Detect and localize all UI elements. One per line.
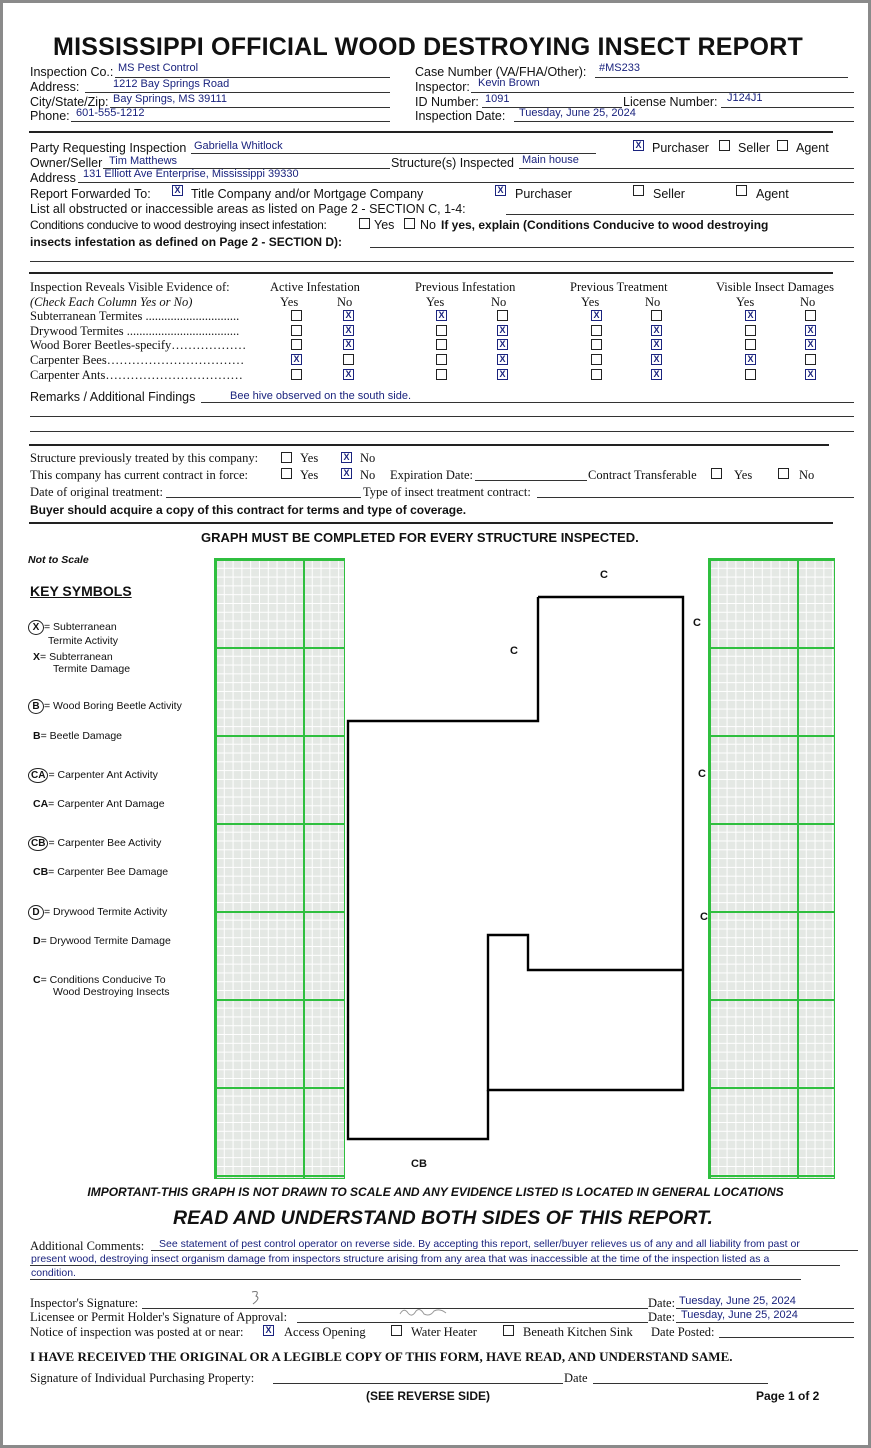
fwd-seller-checkbox[interactable]	[633, 185, 644, 196]
property-address-label: Address	[30, 171, 76, 185]
no-header: No	[800, 295, 816, 309]
property-address-value[interactable]: 131 Elliott Ave Enterprise, Mississippi 39330	[83, 168, 299, 180]
obstructed-label: List all obstructed or inaccessible areas as listed on Page 2 - SECTION C, 1-4:	[30, 202, 466, 216]
key-description: = Carpenter Bee Damage	[48, 866, 169, 878]
conducive-yes-checkbox[interactable]	[359, 218, 370, 229]
conducive-label: Conditions conducive to wood destroying insect infestation:	[30, 218, 327, 232]
not-to-scale: Not to Scale	[28, 554, 89, 566]
prev-treated-yes-label: Yes	[300, 451, 319, 465]
original-date-label: Date of original treatment:	[30, 485, 163, 499]
fwd-title-company-label: Title Company and/or Mortgage Company	[191, 187, 424, 201]
evidence-checkbox[interactable]	[291, 339, 302, 350]
prev-treated-no-checkbox[interactable]: X	[341, 452, 352, 463]
table-row-label: Carpenter Bees……………………………	[30, 353, 245, 367]
evidence-checkbox[interactable]: X	[343, 310, 354, 321]
kitchen-sink-checkbox[interactable]	[503, 1325, 514, 1336]
evidence-checkbox[interactable]: X	[651, 325, 662, 336]
kitchen-sink-label: Beneath Kitchen Sink	[523, 1325, 633, 1339]
comments-label: Additional Comments:	[30, 1239, 145, 1253]
evidence-checkbox[interactable]	[436, 354, 447, 365]
graph-grid-right	[708, 558, 835, 1179]
contract-no-checkbox[interactable]: X	[341, 468, 352, 479]
evidence-checkbox[interactable]: X	[343, 325, 354, 336]
transferable-no-checkbox[interactable]	[778, 468, 789, 479]
evidence-checkbox[interactable]	[291, 369, 302, 380]
conducive-mark: C	[510, 645, 518, 657]
evidence-checkbox[interactable]	[591, 369, 602, 380]
transferable-yes-checkbox[interactable]	[711, 468, 722, 479]
evidence-checkbox[interactable]: X	[343, 339, 354, 350]
id-label: ID Number:	[415, 95, 479, 109]
conducive-mark: C	[700, 911, 708, 923]
case-value[interactable]: #MS233	[599, 62, 640, 74]
comments-line-1[interactable]: See statement of pest control operator on reverse side. By accepting this report, seller/buyer relieves us of any and all liability from past or	[159, 1238, 800, 1250]
inspector-signature-label: Inspector's Signature:	[30, 1296, 139, 1310]
city-value[interactable]: Bay Springs, MS 39111	[113, 93, 227, 105]
conducive-mark: C	[693, 617, 701, 629]
key-symbol: CB	[33, 866, 49, 878]
table-row-label: Wood Borer Beetles-specify………………	[30, 338, 247, 352]
conducive-no-label: No	[420, 218, 436, 232]
inspector-signature	[249, 1289, 263, 1307]
important-note: IMPORTANT-THIS GRAPH IS NOT DRAWN TO SCALE AND ANY EVIDENCE LISTED IS LOCATED IN GENERAL LOCATIONS	[87, 1185, 784, 1199]
water-heater-checkbox[interactable]	[391, 1325, 402, 1336]
key-description: = Subterranean	[40, 651, 113, 663]
key-symbol-item	[28, 768, 158, 783]
table-row-label: Drywood Termites ....................................	[30, 324, 240, 338]
no-header: No	[337, 295, 353, 309]
see-reverse: (SEE REVERSE SIDE)	[366, 1389, 491, 1403]
owner-label: Owner/Seller	[30, 156, 103, 170]
date-posted-label: Date Posted:	[651, 1325, 715, 1339]
access-opening-checkbox[interactable]: X	[263, 1325, 274, 1336]
requester-purchaser-checkbox[interactable]: X	[633, 140, 644, 151]
read-both-sides: READ AND UNDERSTAND BOTH SIDES OF THIS REPORT.	[173, 1207, 713, 1229]
evidence-checkbox[interactable]	[591, 354, 602, 365]
yes-header: Yes	[426, 295, 445, 309]
requester-seller-checkbox[interactable]	[719, 140, 730, 151]
key-symbol-item	[28, 905, 167, 920]
fwd-agent-label: Agent	[756, 187, 789, 201]
transferable-yes-label: Yes	[734, 468, 753, 482]
key-description: = Carpenter Ant Damage	[48, 798, 165, 810]
col-visible-damages: Visible Insect Damages	[716, 280, 834, 294]
contract-yes-label: Yes	[300, 468, 319, 482]
water-heater-label: Water Heater	[411, 1325, 477, 1339]
current-contract-label: This company has current contract in force:	[30, 468, 248, 482]
conducive-explain-1: If yes, explain (Conditions Conducive to wood destroying	[441, 218, 769, 232]
evidence-checkbox[interactable]: X	[805, 369, 816, 380]
id-value[interactable]: 1091	[485, 93, 510, 105]
evidence-checkbox[interactable]	[745, 369, 756, 380]
evidence-checkbox[interactable]	[291, 325, 302, 336]
conducive-yes-label: Yes	[374, 218, 395, 232]
key-symbol: X	[33, 651, 41, 663]
conducive-mark: C	[698, 768, 706, 780]
remarks-value[interactable]: Bee hive observed on the south side.	[230, 390, 412, 402]
notice-label: Notice of inspection was posted at or near:	[30, 1325, 244, 1339]
graph-heading: GRAPH MUST BE COMPLETED FOR EVERY STRUCTURE INSPECTED.	[201, 530, 639, 545]
key-symbol-item	[28, 836, 161, 851]
buyer-note: Buyer should acquire a copy of this contract for terms and type of coverage.	[30, 503, 467, 517]
structures-value[interactable]: Main house	[522, 154, 579, 166]
owner-value[interactable]: Tim Matthews	[109, 155, 178, 167]
conducive-mark: C	[600, 569, 608, 581]
evidence-checkbox[interactable]	[497, 310, 508, 321]
evidence-checkbox[interactable]: X	[291, 354, 302, 365]
sig-date-label: Date:	[648, 1296, 676, 1310]
evidence-checkbox[interactable]: X	[497, 354, 508, 365]
party-requesting-value[interactable]: Gabriella Whitlock	[194, 140, 283, 152]
conducive-explain-2: insects infestation as defined on Page 2 - SECTION D):	[30, 235, 343, 249]
inspector-value[interactable]: Kevin Brown	[478, 77, 540, 89]
page-number: Page 1 of 2	[756, 1389, 820, 1403]
license-label: License Number:	[623, 95, 718, 109]
circled-key-symbol: D	[28, 905, 44, 920]
inspector-sig-date[interactable]: Tuesday, June 25, 2024	[679, 1295, 796, 1307]
key-description: = Beetle Damage	[40, 730, 123, 742]
report-title: MISSISSIPPI OFFICIAL WOOD DESTROYING INSECT REPORT	[53, 33, 803, 61]
access-opening-label: Access Opening	[284, 1325, 366, 1339]
circled-key-symbol: CB	[28, 836, 48, 851]
circled-key-symbol: X	[28, 620, 44, 635]
key-description: = Drywood Termite Activity	[44, 906, 168, 918]
evidence-checkbox[interactable]: X	[591, 310, 602, 321]
requester-agent-checkbox[interactable]	[777, 140, 788, 151]
evidence-checkbox[interactable]: X	[497, 339, 508, 350]
evidence-checkbox[interactable]	[745, 339, 756, 350]
evidence-checkbox[interactable]	[343, 354, 354, 365]
evidence-checkbox[interactable]: X	[651, 354, 662, 365]
col-previous-treatment: Previous Treatment	[570, 280, 668, 294]
evidence-checkbox[interactable]: X	[651, 369, 662, 380]
graph-drawing-area[interactable]	[345, 558, 708, 1179]
prev-treated-no-label: No	[360, 451, 376, 465]
evidence-checkbox[interactable]: X	[343, 369, 354, 380]
table-heading: Inspection Reveals Visible Evidence of:	[30, 280, 230, 294]
table-subheading: (Check Each Column Yes or No)	[30, 295, 193, 309]
evidence-checkbox[interactable]	[591, 339, 602, 350]
evidence-checkbox[interactable]	[805, 310, 816, 321]
key-symbol-item	[33, 730, 122, 742]
phone-label: Phone:	[30, 109, 70, 123]
key-description: = Conditions Conducive To	[40, 974, 166, 986]
key-symbol: B	[33, 730, 41, 742]
floor-plan-outline	[488, 597, 683, 1090]
key-symbol: CA	[33, 798, 49, 810]
evidence-checkbox[interactable]: X	[497, 369, 508, 380]
col-previous-infestation: Previous Infestation	[415, 280, 516, 294]
key-symbol-item	[33, 798, 165, 810]
key-symbol-item	[28, 699, 182, 714]
floor-plan	[345, 558, 708, 1179]
expiration-label: Expiration Date:	[390, 468, 473, 482]
key-description: = Drywood Termite Damage	[40, 935, 171, 947]
evidence-checkbox[interactable]: X	[745, 354, 756, 365]
structures-label: Structure(s) Inspected	[391, 156, 514, 170]
evidence-checkbox[interactable]	[745, 325, 756, 336]
inspection-co-value[interactable]: MS Pest Control	[118, 62, 199, 74]
date-label: Inspection Date:	[415, 109, 506, 123]
forwarded-label: Report Forwarded To:	[30, 187, 151, 201]
table-row-label: Subterranean Termites ..............................	[30, 309, 240, 323]
evidence-checkbox[interactable]	[591, 325, 602, 336]
prev-treated-label: Structure previously treated by this company:	[30, 451, 259, 465]
phone-value[interactable]: 601-555-1212	[76, 107, 145, 119]
key-symbol-item	[33, 651, 130, 675]
city-label: City/State/Zip:	[30, 95, 109, 109]
key-description: = Wood Boring Beetle Activity	[44, 700, 182, 712]
licensee-signature-label: Licensee or Permit Holder's Signature of Approval:	[30, 1310, 288, 1324]
address-label: Address:	[30, 80, 80, 94]
table-row-label: Carpenter Ants……………………………	[30, 368, 243, 382]
case-label: Case Number (VA/FHA/Other):	[415, 65, 587, 79]
contract-yes-checkbox[interactable]	[281, 468, 292, 479]
requester-purchaser-label: Purchaser	[652, 141, 709, 155]
key-symbol-item	[33, 866, 168, 878]
yes-header: Yes	[736, 295, 755, 309]
sig-date-label: Date:	[648, 1310, 676, 1324]
transferable-label: Contract Transferable	[588, 468, 697, 482]
key-description: = Carpenter Ant Activity	[48, 769, 158, 781]
evidence-checkbox[interactable]: X	[745, 310, 756, 321]
evidence-checkbox[interactable]: X	[651, 339, 662, 350]
party-requesting-label: Party Requesting Inspection	[30, 141, 187, 155]
type-contract-label: Type of insect treatment contract:	[363, 485, 531, 499]
prev-treated-yes-checkbox[interactable]	[281, 452, 292, 463]
key-symbol-item	[28, 620, 118, 647]
date-value[interactable]: Tuesday, June 25, 2024	[519, 107, 636, 119]
key-symbols-title: KEY SYMBOLS	[30, 583, 132, 599]
key-description-line-2: Wood Destroying Insects	[53, 986, 170, 998]
requester-agent-label: Agent	[796, 141, 829, 155]
col-active-infestation: Active Infestation	[270, 280, 360, 294]
fwd-agent-checkbox[interactable]	[736, 185, 747, 196]
fwd-purchaser-checkbox[interactable]: X	[495, 185, 506, 196]
key-description: = Subterranean	[44, 621, 117, 633]
no-header: No	[645, 295, 661, 309]
remarks-label: Remarks / Additional Findings	[30, 390, 196, 404]
evidence-checkbox[interactable]	[805, 354, 816, 365]
purchasing-date-label: Date	[564, 1371, 588, 1385]
no-header: No	[491, 295, 507, 309]
received-statement: I HAVE RECEIVED THE ORIGINAL OR A LEGIBLE COPY OF THIS FORM, HAVE READ, AND UNDERSTAND SAME.	[30, 1349, 733, 1364]
yes-header: Yes	[581, 295, 600, 309]
conducive-no-checkbox[interactable]	[404, 218, 415, 229]
inspection-co-label: Inspection Co.:	[30, 65, 114, 79]
key-symbol-item	[33, 935, 171, 947]
yes-header: Yes	[280, 295, 299, 309]
evidence-checkbox[interactable]	[436, 369, 447, 380]
carpenter-bee-mark: CB	[411, 1158, 427, 1170]
circled-key-symbol: CA	[28, 768, 48, 783]
key-symbol: C	[33, 974, 41, 986]
fwd-title-company-checkbox[interactable]: X	[172, 185, 183, 196]
comments-line-2[interactable]: present wood, destroying insect organism damage from inspectors structure arising from any area that was inaccessible at the time of the inspection listed as a	[31, 1253, 770, 1265]
key-description-line-2: Termite Activity	[48, 635, 119, 647]
fwd-purchaser-label: Purchaser	[515, 187, 572, 201]
key-description-line-2: Termite Damage	[53, 663, 131, 675]
evidence-checkbox[interactable]: X	[805, 339, 816, 350]
evidence-checkbox[interactable]: X	[497, 325, 508, 336]
evidence-checkbox[interactable]	[651, 310, 662, 321]
evidence-checkbox[interactable]: X	[436, 310, 447, 321]
transferable-no-label: No	[799, 468, 815, 482]
circled-key-symbol: B	[28, 699, 44, 714]
evidence-checkbox[interactable]: X	[805, 325, 816, 336]
key-symbol: D	[33, 935, 41, 947]
fwd-seller-label: Seller	[653, 187, 685, 201]
evidence-checkbox[interactable]	[436, 339, 447, 350]
contract-no-label: No	[360, 468, 376, 482]
comments-line-3[interactable]: condition.	[31, 1267, 76, 1279]
floor-plan-outline	[348, 597, 538, 1139]
graph-grid-left	[214, 558, 345, 1179]
report-page	[3, 3, 868, 1445]
key-description: = Carpenter Bee Activity	[48, 837, 162, 849]
licensee-sig-date[interactable]: Tuesday, June 25, 2024	[681, 1309, 798, 1321]
purchasing-signature-label: Signature of Individual Purchasing Property:	[30, 1371, 255, 1385]
evidence-checkbox[interactable]	[436, 325, 447, 336]
requester-seller-label: Seller	[738, 141, 770, 155]
evidence-checkbox[interactable]	[291, 310, 302, 321]
inspector-label: Inspector:	[415, 80, 470, 94]
licensee-signature	[398, 1305, 450, 1321]
key-symbol-item	[33, 974, 170, 998]
license-value[interactable]: J124J1	[727, 92, 763, 104]
address-value[interactable]: 1212 Bay Springs Road	[113, 78, 230, 90]
